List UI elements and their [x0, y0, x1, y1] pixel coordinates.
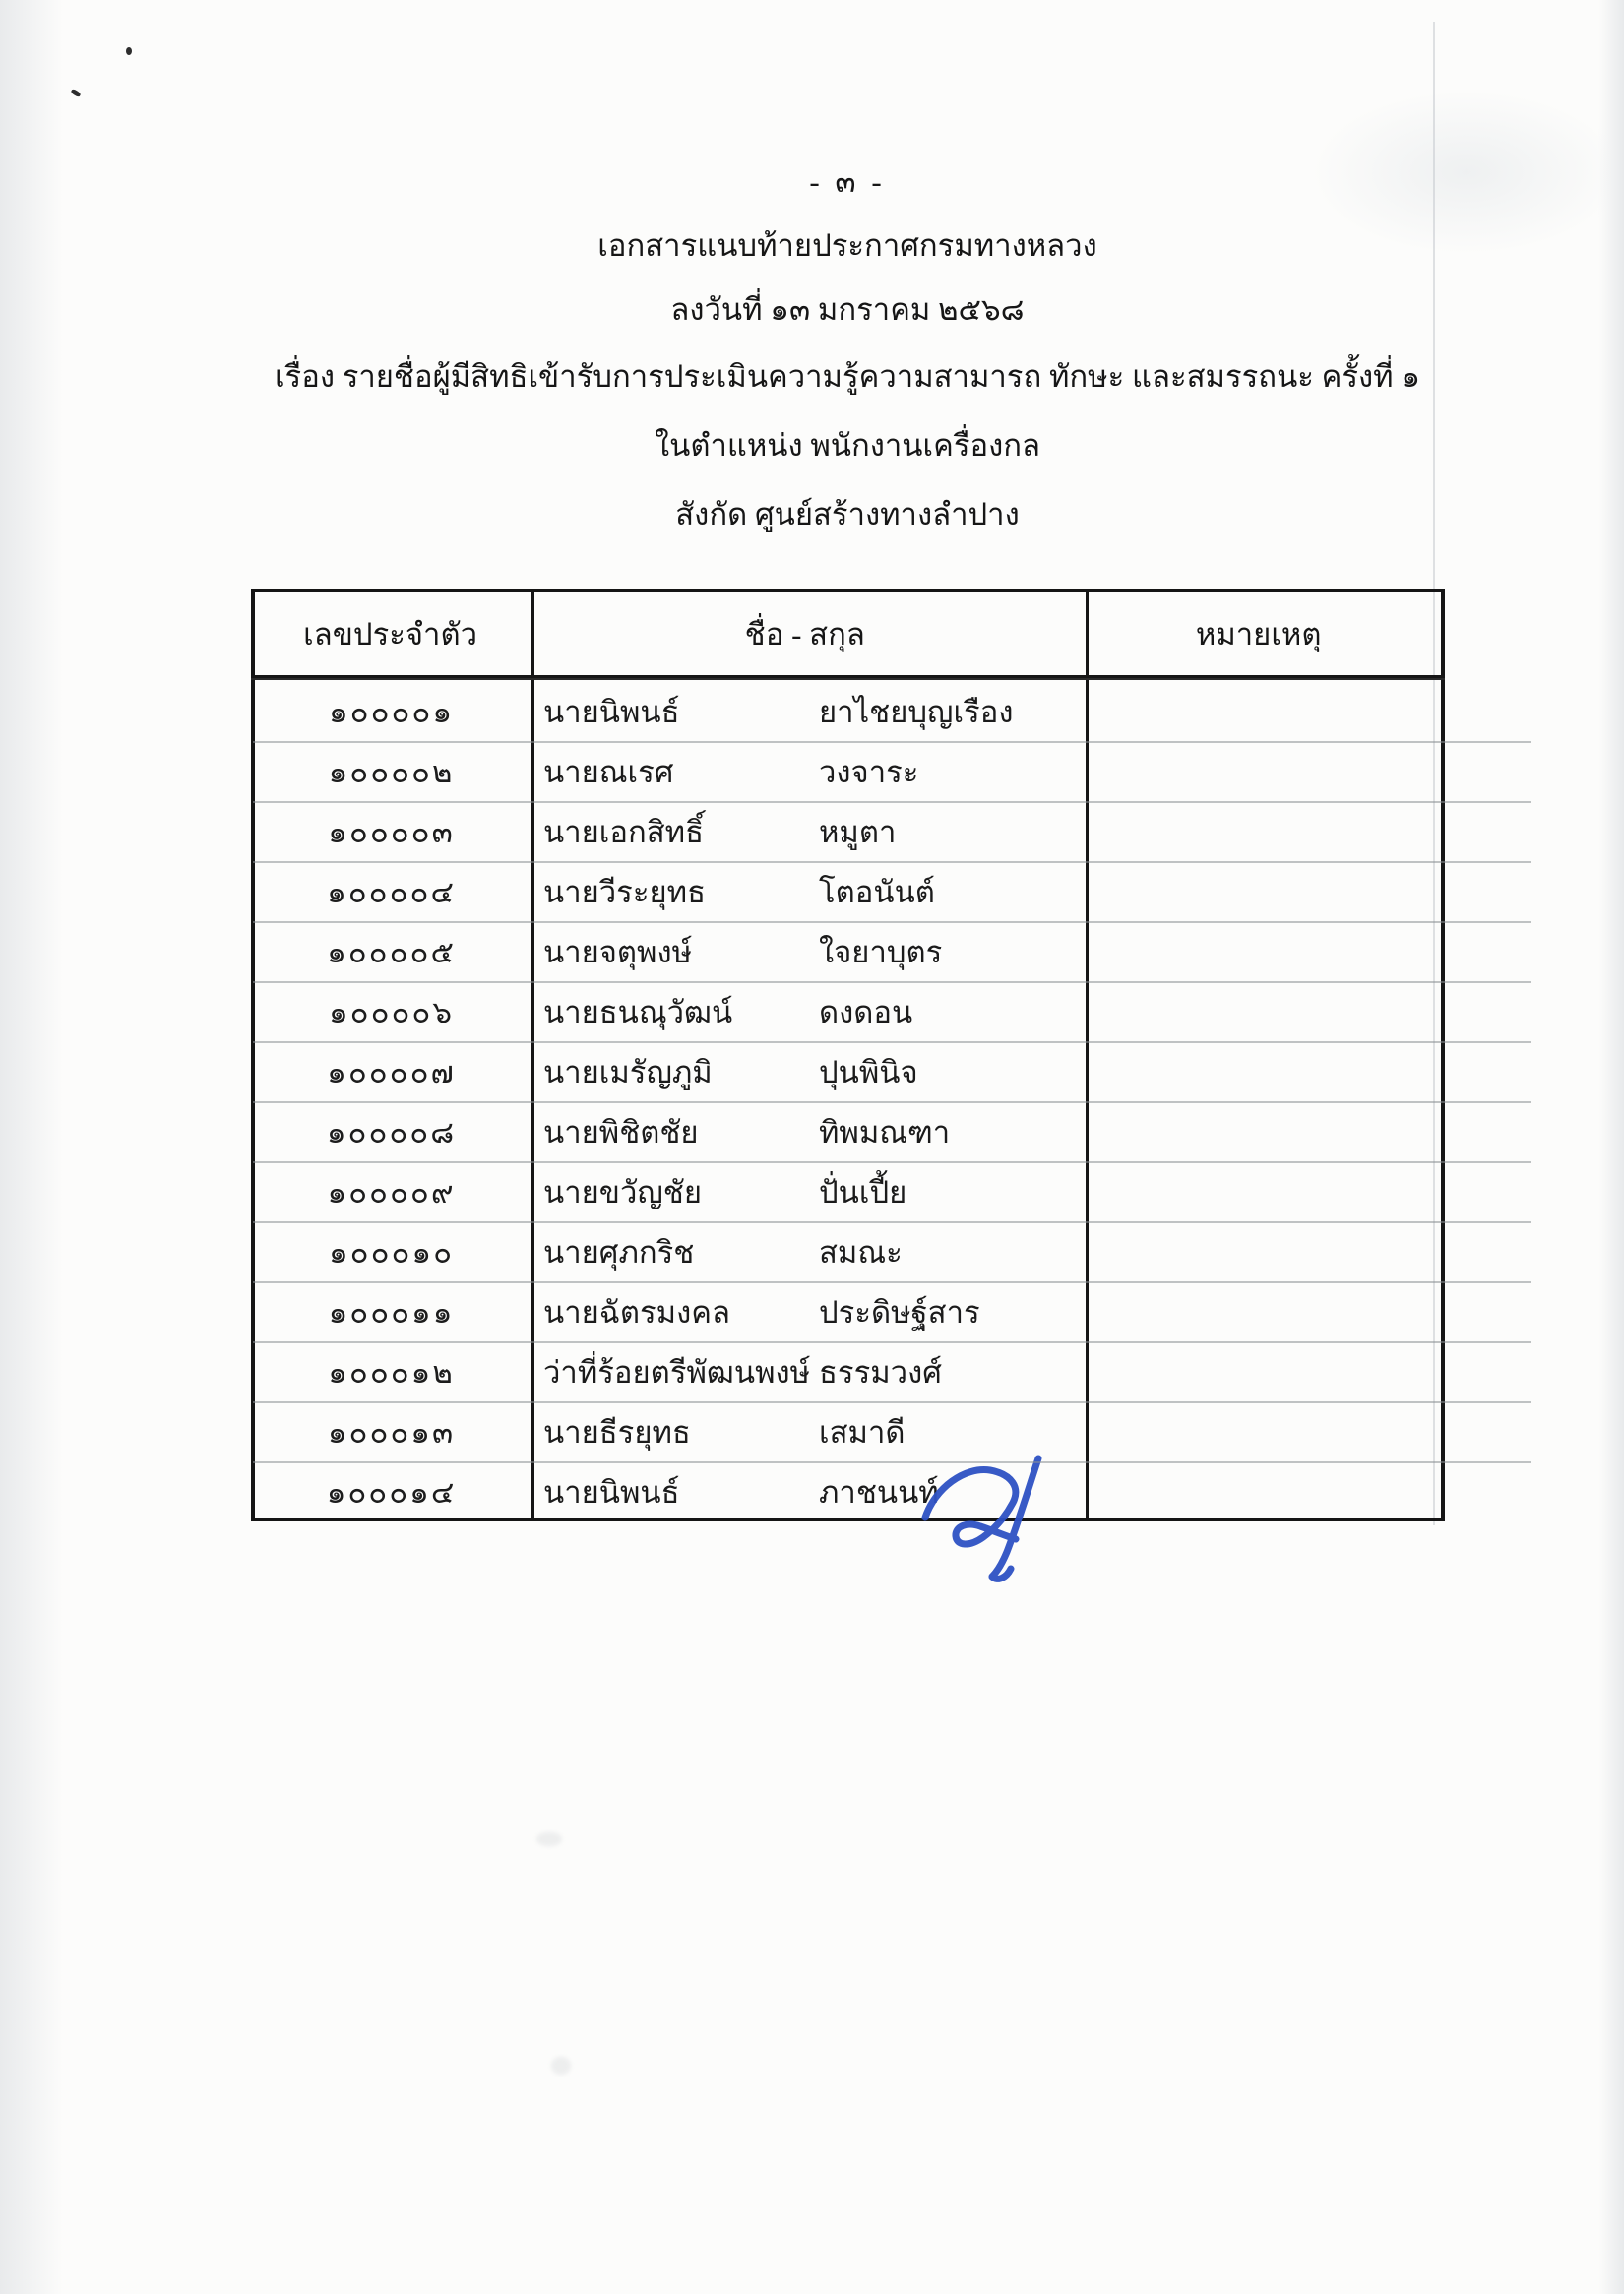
- candidate-last-name: ภาชนนท์: [819, 1474, 939, 1510]
- column-header-id: เลขประจำตัว: [303, 617, 477, 651]
- table-row-separator: [253, 1281, 1531, 1283]
- table-row-separator: [253, 801, 1531, 803]
- table-row: [251, 1041, 1437, 1101]
- candidate-name-cell: [531, 1281, 1086, 1341]
- ink-speck: [126, 47, 132, 55]
- candidate-name-cell: [531, 1101, 1086, 1161]
- page-number: - ๓ -: [809, 164, 886, 199]
- table-row: [251, 681, 1437, 741]
- candidate-last-name: ธรรมวงศ์: [819, 1354, 942, 1390]
- candidate-first-name: นายธีรยุทธ: [543, 1414, 691, 1450]
- table-row-separator: [253, 1161, 1531, 1163]
- table-row-separator: [253, 1041, 1531, 1043]
- candidate-name-cell: [531, 921, 1086, 981]
- candidate-id: ๑๐๐๐๑๒: [328, 1354, 455, 1390]
- candidate-name-cell: [531, 801, 1086, 861]
- scan-edge-shade-right: [1598, 0, 1624, 2294]
- table-row-separator: [253, 981, 1531, 983]
- table-row: [251, 1101, 1437, 1161]
- scan-smudge: [536, 1832, 562, 1846]
- candidate-first-name: นายจตุพงษ์: [543, 934, 693, 969]
- table-row: [251, 1341, 1437, 1401]
- table-row-separator: [253, 1401, 1531, 1403]
- candidate-last-name: สมณะ: [819, 1234, 903, 1270]
- candidate-last-name: วงจาระ: [819, 754, 919, 789]
- scan-smudge: [551, 2057, 571, 2075]
- candidate-name-cell: [531, 861, 1086, 921]
- column-header-name: ชื่อ - สกุล: [744, 617, 865, 651]
- scan-edge-shade-left: [0, 0, 63, 2294]
- doc-date-line: ลงวันที่ ๑๓ มกราคม ๒๕๖๘: [670, 292, 1025, 327]
- table-row: [251, 801, 1437, 861]
- candidate-first-name: นายนิพนธ์: [543, 1474, 680, 1510]
- table-row: [251, 861, 1437, 921]
- candidate-id: ๑๐๐๐๐๓: [328, 814, 455, 849]
- candidate-first-name: นายวีระยุทธ: [543, 874, 706, 909]
- table-row: [251, 921, 1437, 981]
- candidate-first-name: นายพิชิตชัย: [543, 1114, 699, 1149]
- candidate-last-name: ดงดอน: [819, 994, 913, 1029]
- candidate-first-name: นายฉัตรมงคล: [543, 1294, 730, 1330]
- candidate-name-cell: [531, 981, 1086, 1041]
- candidate-last-name: หมูตา: [819, 814, 897, 849]
- table-row-separator: [253, 1101, 1531, 1103]
- candidate-first-name: นายเอกสิทธิ์: [543, 814, 705, 849]
- candidate-id: ๑๐๐๐๐๔: [327, 874, 456, 909]
- column-header-remark: หมายเหตุ: [1195, 617, 1322, 651]
- candidate-last-name: ประดิษฐ์สาร: [819, 1294, 980, 1330]
- candidate-name-cell: [531, 1341, 1086, 1401]
- candidate-id: ๑๐๐๐๑๐: [328, 1234, 455, 1270]
- candidate-name-cell: [531, 741, 1086, 801]
- candidate-last-name: ปุนพินิจ: [819, 1054, 918, 1089]
- candidate-name-cell: [531, 1461, 1086, 1521]
- candidate-last-name: ใจยาบุตร: [819, 934, 943, 969]
- candidate-name-cell: [531, 1221, 1086, 1281]
- candidate-id: ๑๐๐๐๐๒: [328, 754, 455, 789]
- candidate-id: ๑๐๐๐๐๘: [326, 1114, 457, 1149]
- candidate-id: ๑๐๐๐๐๕: [327, 934, 456, 969]
- candidate-first-name: ว่าที่ร้อยตรีพัฒนพงษ์: [543, 1354, 811, 1390]
- candidate-first-name: นายเมรัญภูมิ: [543, 1054, 713, 1089]
- candidate-last-name: เสมาดี: [819, 1414, 906, 1450]
- candidate-name-cell: [531, 1161, 1086, 1221]
- candidate-last-name: ทิพมณฑา: [819, 1114, 951, 1149]
- candidate-id: ๑๐๐๐๑๓: [327, 1414, 456, 1450]
- table-row-separator: [253, 1341, 1531, 1343]
- table-header-separator: [251, 675, 1445, 680]
- table-row-separator: [253, 1221, 1531, 1223]
- candidate-name-cell: [531, 1041, 1086, 1101]
- doc-affiliation-line: สังกัด ศูนย์สร้างทางลำปาง: [675, 497, 1020, 531]
- candidate-first-name: นายขวัญชัย: [543, 1174, 702, 1209]
- candidate-last-name: โตอนันต์: [819, 874, 935, 909]
- candidate-first-name: นายนิพนธ์: [543, 694, 680, 729]
- table-row: [251, 981, 1437, 1041]
- table-row-separator: [253, 741, 1531, 743]
- doc-subject-line: เรื่อง รายชื่อผู้มีสิทธิเข้ารับการประเมินความรู้ความสามารถ ทักษะ และสมรรถนะ ครั้งที่ ๑: [274, 359, 1421, 394]
- table-row: [251, 1461, 1437, 1521]
- table-row-separator: [253, 1461, 1531, 1463]
- ink-speck: [70, 89, 81, 98]
- candidate-name-cell: [531, 681, 1086, 741]
- candidate-last-name: ปั่นเปี้ย: [819, 1174, 907, 1209]
- candidate-first-name: นายณเรศ: [543, 754, 674, 789]
- table-row: [251, 741, 1437, 801]
- table-row-separator: [253, 861, 1531, 863]
- scan-corner-shade: [1309, 89, 1624, 256]
- candidate-id: ๑๐๐๐๐๗: [327, 1054, 456, 1089]
- table-row: [251, 1281, 1437, 1341]
- table-row: [251, 1161, 1437, 1221]
- candidate-first-name: นายศุภกริช: [543, 1234, 695, 1270]
- table-header-row: [251, 592, 1437, 675]
- candidate-id: ๑๐๐๐๑๔: [326, 1474, 457, 1510]
- doc-position-line: ในตำแหน่ง พนักงานเครื่องกล: [655, 428, 1040, 463]
- candidate-name-cell: [531, 1401, 1086, 1461]
- candidate-last-name: ยาไชยบุญเรือง: [819, 694, 1014, 729]
- candidate-id: ๑๐๐๐๐๑: [328, 694, 455, 729]
- table-row-separator: [253, 921, 1531, 923]
- table-row: [251, 1401, 1437, 1461]
- candidate-id: ๑๐๐๐๐๙: [327, 1174, 456, 1209]
- candidate-first-name: นายธนณุวัฒน์: [543, 994, 733, 1029]
- candidate-id: ๑๐๐๐๑๑: [328, 1294, 455, 1330]
- table-row: [251, 1221, 1437, 1281]
- doc-title-line-1: เอกสารแนบท้ายประกาศกรมทางหลวง: [597, 228, 1097, 263]
- candidate-id: ๑๐๐๐๐๖: [328, 994, 455, 1029]
